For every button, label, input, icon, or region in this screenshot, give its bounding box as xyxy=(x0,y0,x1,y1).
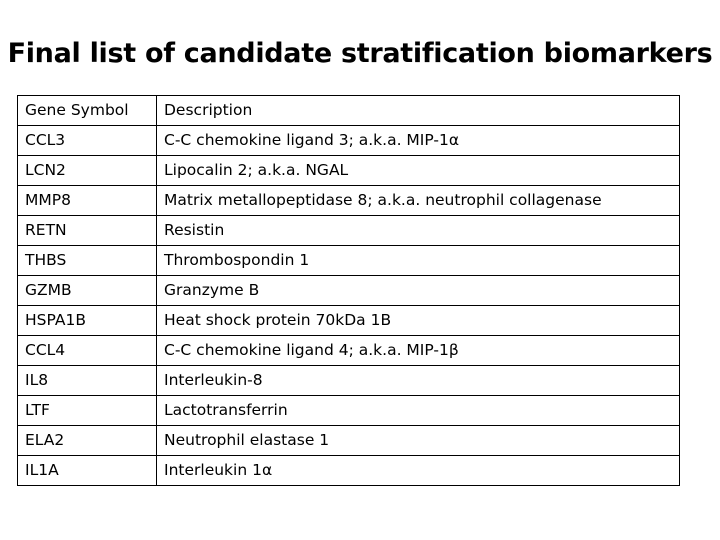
gene-symbol-cell: HSPA1B xyxy=(18,306,157,336)
header-gene-symbol: Gene Symbol xyxy=(18,96,157,126)
gene-symbol-cell: ELA2 xyxy=(18,426,157,456)
table-header-row xyxy=(18,96,680,126)
description-cell: Interleukin 1α xyxy=(157,456,680,486)
gene-symbol-cell: MMP8 xyxy=(18,186,157,216)
gene-symbol-cell: CCL3 xyxy=(18,126,157,156)
table-row xyxy=(18,336,680,366)
description-cell: Granzyme B xyxy=(157,276,680,306)
gene-symbol-cell: LCN2 xyxy=(18,156,157,186)
table-row xyxy=(18,426,680,456)
gene-symbol-cell: THBS xyxy=(18,246,157,276)
description-cell: Lactotransferrin xyxy=(157,396,680,426)
biomarker-table xyxy=(17,95,680,486)
table-row xyxy=(18,126,680,156)
slide-title: Final list of candidate stratification biomarkers xyxy=(7,38,713,69)
table-row xyxy=(18,456,680,486)
table-row xyxy=(18,186,680,216)
description-cell: Neutrophil elastase 1 xyxy=(157,426,680,456)
description-cell: C-C chemokine ligand 4; a.k.a. MIP-1β xyxy=(157,336,680,366)
description-cell: Interleukin-8 xyxy=(157,366,680,396)
description-cell: Matrix metallopeptidase 8; a.k.a. neutrophil collagenase xyxy=(157,186,680,216)
header-description: Description xyxy=(157,96,680,126)
gene-symbol-cell: IL1A xyxy=(18,456,157,486)
description-cell: Heat shock protein 70kDa 1B xyxy=(157,306,680,336)
table-row xyxy=(18,396,680,426)
description-cell: Lipocalin 2; a.k.a. NGAL xyxy=(157,156,680,186)
table-row xyxy=(18,306,680,336)
gene-symbol-cell: GZMB xyxy=(18,276,157,306)
description-cell: Resistin xyxy=(157,216,680,246)
gene-symbol-cell: IL8 xyxy=(18,366,157,396)
table-row xyxy=(18,246,680,276)
gene-symbol-cell: CCL4 xyxy=(18,336,157,366)
table-row xyxy=(18,216,680,246)
table-row xyxy=(18,366,680,396)
description-cell: C-C chemokine ligand 3; a.k.a. MIP-1α xyxy=(157,126,680,156)
table-row xyxy=(18,156,680,186)
description-cell: Thrombospondin 1 xyxy=(157,246,680,276)
gene-symbol-cell: RETN xyxy=(18,216,157,246)
gene-symbol-cell: LTF xyxy=(18,396,157,426)
table-row xyxy=(18,276,680,306)
